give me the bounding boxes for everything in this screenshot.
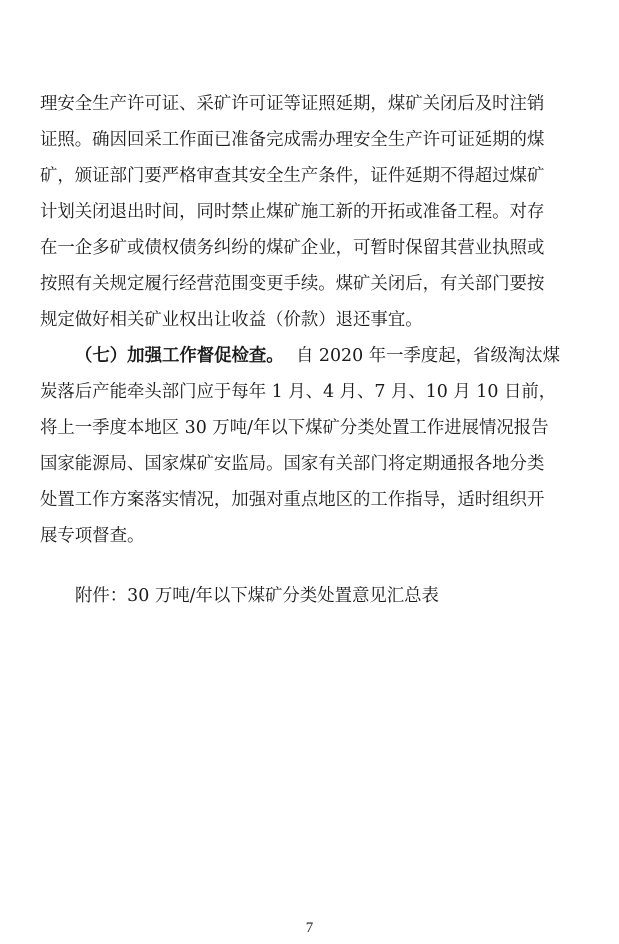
- text-line: [0, 416, 619, 440]
- text-line: [0, 272, 619, 296]
- text-line: [0, 308, 619, 332]
- text-line: [0, 236, 619, 260]
- text-line-content: 自 2020 年一季度起，省级淘汰煤: [296, 346, 561, 366]
- text-line: [0, 488, 619, 512]
- section-heading: （七）加强工作督促检查。: [75, 346, 284, 366]
- text-line: [0, 452, 619, 476]
- text-line-content: 规定做好相关矿业权出让收益（价款）退还事宜。: [40, 310, 423, 330]
- text-line-content: 计划关闭退出时间，同时禁止煤矿施工新的开拓或准备工程。对存: [40, 202, 545, 222]
- attachment-line: [0, 584, 619, 608]
- text-line-content: 展专项督查。: [40, 526, 145, 546]
- text-line-content: 证照。确因回采工作面已准备完成需办理安全生产许可证延期的煤: [40, 130, 545, 150]
- text-line: [0, 344, 619, 368]
- text-line: [0, 164, 619, 188]
- text-line-content: 炭落后产能牵头部门应于每年 1 月、4 月、7 月、10 月 10 日前，: [40, 382, 557, 402]
- text-line: [0, 200, 619, 224]
- text-line-content: 矿，颁证部门要严格审查其安全生产条件，证件延期不得超过煤矿: [40, 166, 545, 186]
- text-line-content: 在一企多矿或债权债务纠纷的煤矿企业，可暂时保留其营业执照或: [40, 238, 545, 258]
- text-line-content: 处置工作方案落实情况，加强对重点地区的工作指导，适时组织开: [40, 490, 545, 510]
- attachment-text: 附件：30 万吨/年以下煤矿分类处置意见汇总表: [75, 586, 439, 606]
- page-number: 7: [305, 920, 314, 936]
- text-line: [0, 92, 619, 116]
- text-line-content: 将上一季度本地区 30 万吨/年以下煤矿分类处置工作进展情况报告: [40, 418, 549, 438]
- text-line-content: 国家能源局、国家煤矿安监局。国家有关部门将定期通报各地分类: [40, 454, 545, 474]
- text-line: [0, 524, 619, 548]
- text-line-content: 理安全生产许可证、采矿许可证等证照延期，煤矿关闭后及时注销: [40, 94, 545, 114]
- text-line: [0, 128, 619, 152]
- text-line: [0, 380, 619, 404]
- text-line-content: 按照有关规定履行经营范围变更手续。煤矿关闭后，有关部门要按: [40, 274, 545, 294]
